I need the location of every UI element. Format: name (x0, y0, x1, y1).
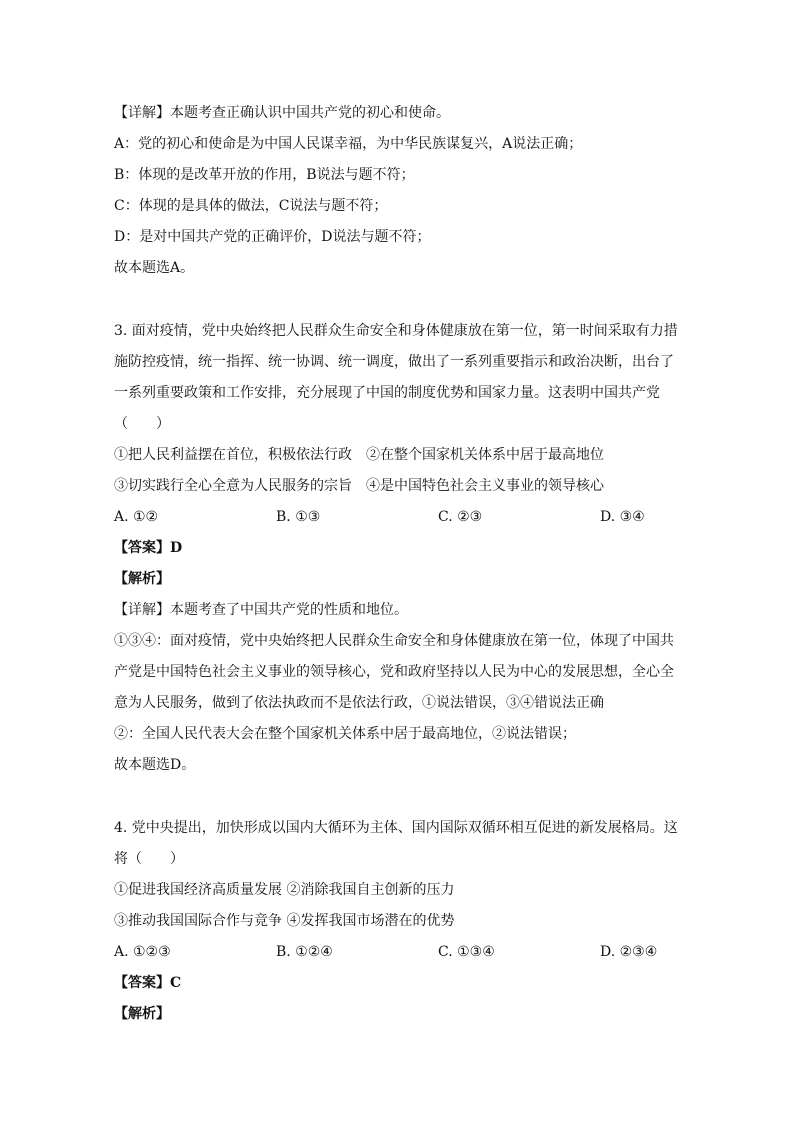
q2-explain-d: D：是对中国共产党的正确评价，D说法与题不符； (114, 229, 431, 245)
q3-detail: 【详解】本题考查了中国共产党的性质和地位。 (114, 602, 408, 618)
q3-conclusion: 故本题选D。 (114, 757, 196, 773)
q3-statement: ③切实践行全心全意为人民服务的宗旨 ④是中国特色社会主义事业的领导核心 (114, 478, 604, 494)
q2-explain-c: C：体现的是具体的做法，C说法与题不符； (114, 198, 388, 214)
q4-option-c: C. ①③④ (438, 944, 495, 960)
q4-option-b: B. ①②④ (276, 944, 333, 960)
q3-stem-line: 一系列重要政策和工作安排，充分展现了中国的制度优势和国家力量。这表明中国共产党 (114, 385, 660, 401)
q3-explain-line: ②：全国人民代表大会在整个国家机关体系中居于最高地位，②说法错误； (114, 726, 576, 742)
q3-option-d: D. ③④ (600, 509, 645, 525)
q2-detail: 【详解】本题考查正确认识中国共产党的初心和使命。 (114, 105, 450, 121)
q4-stem-line: 将（ ） (114, 851, 184, 867)
q2-conclusion: 故本题选A。 (114, 260, 195, 276)
q3-explain-line: ①③④：面对疫情，党中央始终把人民群众生命安全和身体健康放在第一位，体现了中国共 (114, 633, 674, 649)
q4-statement: ③推动我国国际合作与竞争 ④发挥我国市场潜在的优势 (114, 913, 455, 929)
q3-stem-line: （ ） (114, 416, 170, 432)
q4-analysis-head: 【解析】 (114, 1006, 170, 1022)
q3-statement: ①把人民利益摆在首位，积极依法行政 ②在整个国家机关体系中居于最高地位 (114, 447, 604, 463)
q3-explain-line: 意为人民服务，做到了依法执政而不是依法行政，①说法错误，③④错说法正确 (114, 695, 604, 711)
q4-stem-line: 4. 党中央提出，加快形成以国内大循环为主体、国内国际双循环相互促进的新发展格局。这 (114, 820, 678, 836)
q3-stem-line: 3. 面对疫情，党中央始终把人民群众生命安全和身体健康放在第一位，第一时间采取有力措 (114, 323, 678, 339)
q3-option-b: B. ①③ (276, 509, 321, 525)
q2-explain-b: B：体现的是改革开放的作用，B说法与题不符； (114, 167, 415, 183)
q3-option-c: C. ②③ (438, 509, 483, 525)
q3-analysis-head: 【解析】 (114, 571, 170, 587)
q3-option-a: A. ①② (114, 509, 159, 525)
q4-option-a: A. ①②③ (114, 944, 171, 960)
q3-stem-line: 施防控疫情，统一指挥、统一协调、统一调度，做出了一系列重要指示和政治决断，出台了 (114, 354, 674, 370)
q4-options (114, 942, 680, 962)
q4-statement: ①促进我国经济高质量发展 ②消除我国自主创新的压力 (114, 882, 455, 898)
q2-explain-a: A：党的初心和使命是为中国人民谋幸福，为中华民族谋复兴，A说法正确； (114, 136, 583, 152)
q4-answer: 【答案】C (114, 975, 182, 991)
q3-answer: 【答案】D (114, 540, 183, 556)
q4-option-d: D. ②③④ (600, 944, 658, 960)
q3-explain-line: 产党是中国特色社会主义事业的领导核心，党和政府坚持以人民为中心的发展思想，全心全 (114, 664, 674, 680)
q3-options (114, 507, 680, 527)
